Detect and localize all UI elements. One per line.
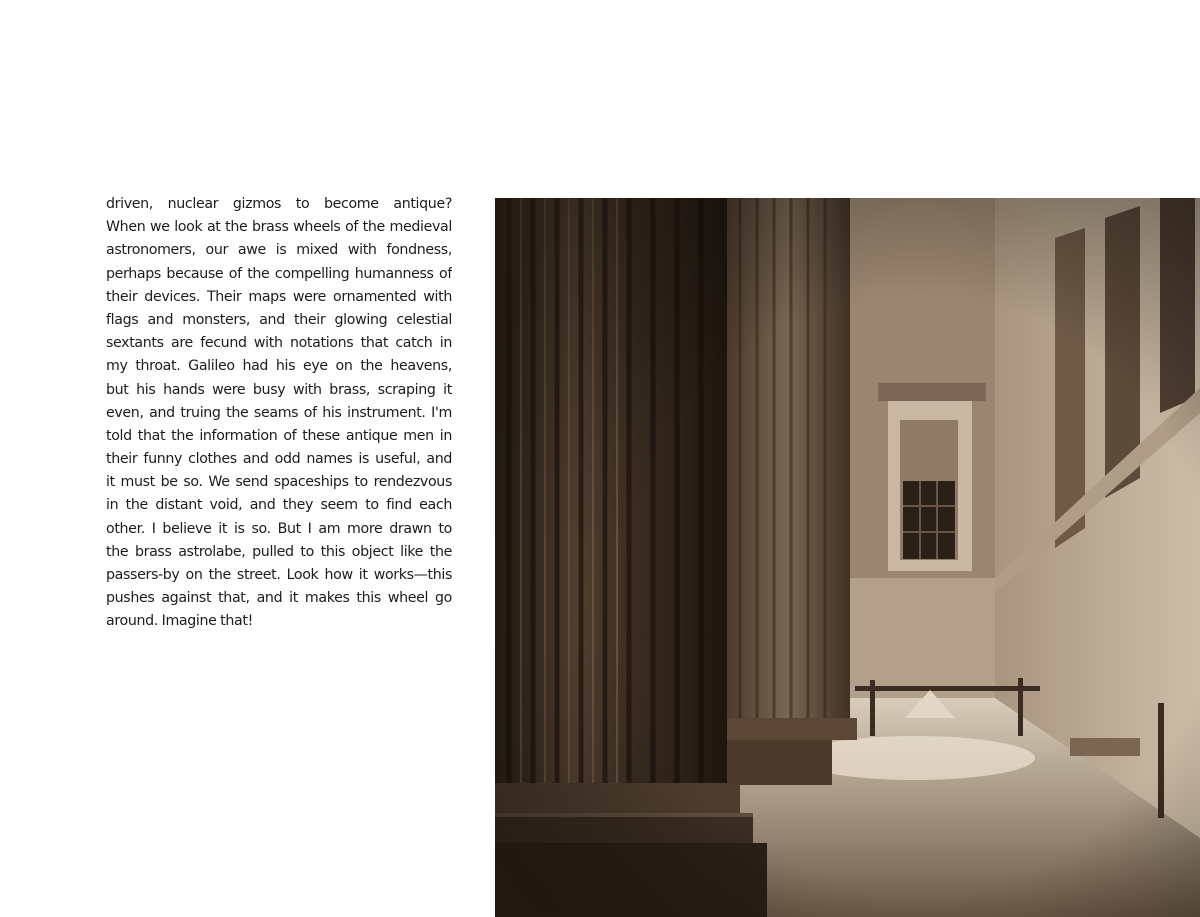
text-line: in the distant void, and they seem to find each xyxy=(106,497,452,514)
text-line: my throat. Galileo had his eye on the heavens, xyxy=(106,358,452,375)
colonnade-photo xyxy=(495,198,1200,917)
text-line: When we look at the brass wheels of the medieval xyxy=(106,219,452,236)
text-line: pushes against that, and it makes this wheel go xyxy=(106,590,452,607)
text-line: sextants are fecund with notations that catch in xyxy=(106,335,452,352)
text-line: it must be so. We send spaceships to rendezvous xyxy=(106,474,452,491)
text-line: around. Imagine that! xyxy=(106,613,253,630)
text-line: driven, nuclear gizmos to become antique? xyxy=(106,196,452,212)
body-text-column xyxy=(106,193,452,634)
text-line: astronomers, our awe is mixed with fondness, xyxy=(106,242,452,259)
text-line: even, and truing the seams of his instrument. I'm xyxy=(106,404,452,421)
text-line: their devices. Their maps were ornamented with xyxy=(106,288,452,305)
colonnade-illustration xyxy=(495,198,1200,917)
text-line: but his hands were busy with brass, scraping it xyxy=(106,381,452,398)
text-line: perhaps because of the compelling humanness of xyxy=(106,265,452,282)
text-line: other. I believe it is so. But I am more drawn to xyxy=(106,520,452,537)
text-line: the brass astrolabe, pulled to this object like the xyxy=(106,543,452,560)
text-line: flags and monsters, and their glowing celestial xyxy=(106,311,452,328)
text-line: their funny clothes and odd names is useful, and xyxy=(106,451,452,468)
text-line: passers-by on the street. Look how it works—this xyxy=(106,567,452,583)
text-line: told that the information of these antique men in xyxy=(106,427,452,444)
